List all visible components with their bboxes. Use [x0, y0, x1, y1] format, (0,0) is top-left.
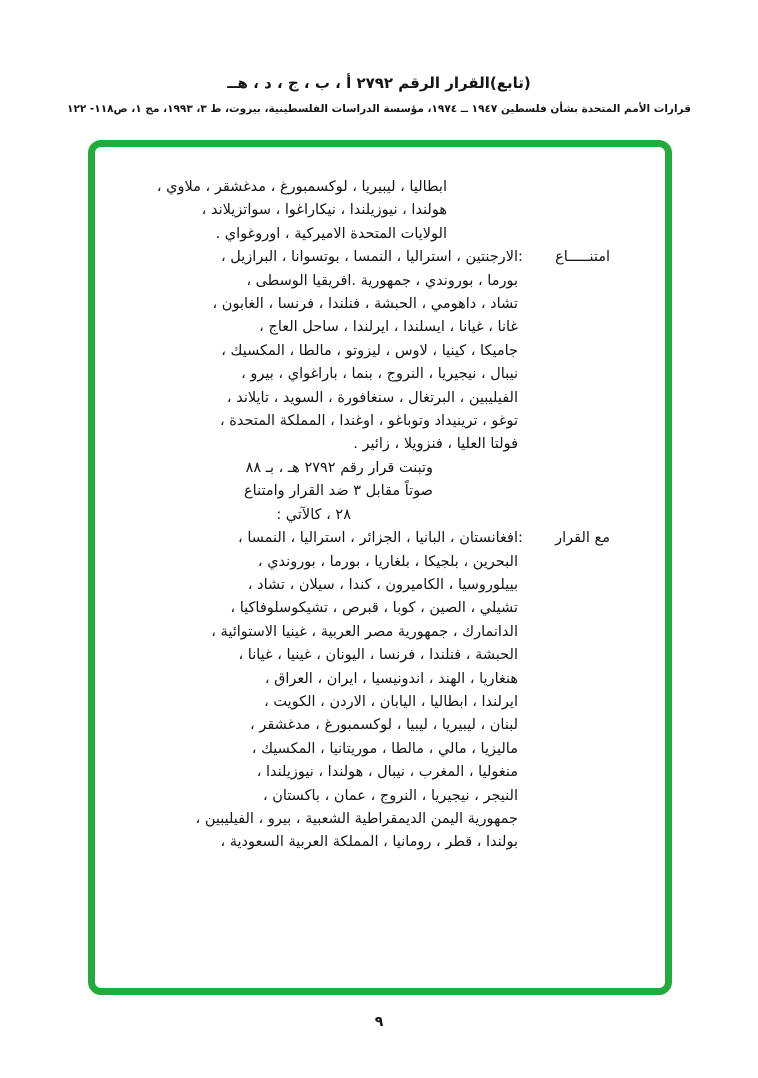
summary-line: ٢٨ ، كالآتي : [276, 506, 351, 523]
abstain-label: امتنـــــاع [555, 249, 610, 266]
country-line: النيجر ، نيجيريا ، النروج ، عمان ، باكستان ، [262, 787, 518, 804]
page-title: (تابع)القرار الرقم ٢٧٩٢ أ ، ب ، ج ، د ، هــ [227, 74, 531, 92]
country-line: بولندا ، قطر ، رومانيا ، المملكة العربية السعودية ، [220, 834, 518, 851]
abstain-country-list [113, 246, 518, 457]
country-line: الولايات المتحدة الاميركية ، اوروغواي . [215, 225, 447, 242]
country-line: هنغاريا ، الهند ، اندونيسيا ، ايران ، العراق ، [264, 670, 518, 687]
abstain-label-column [518, 246, 610, 457]
with-vote-colon: : [518, 530, 523, 547]
content-frame [88, 140, 672, 995]
country-line: توغو ، ترينيداد وتوباغو ، اوغندا ، المملكة المتحدة ، [220, 413, 518, 430]
country-line: ماليزيا ، مالي ، مالطا ، موريتانيا ، المكسيك ، [251, 740, 518, 757]
continuation-block [113, 176, 447, 246]
abstain-section [113, 246, 610, 457]
vote-summary-block [113, 457, 433, 527]
country-line: غانا ، غيانا ، ايسلندا ، ايرلندا ، ساحل العاج ، [259, 319, 518, 336]
with-vote-label-column [518, 527, 610, 855]
summary-line: صوتاً مقابل ٣ ضد القرار وامتناع [244, 483, 433, 500]
abstain-colon: : [518, 249, 523, 266]
country-line: الفيليبين ، البرتغال ، سنغافورة ، السويد ، تايلاند ، [226, 389, 518, 406]
country-line: جاميكا ، كينيا ، لاوس ، ليزوتو ، مالطا ، المكسيك ، [221, 342, 518, 359]
country-line: تشاد ، داهومي ، الحبشة ، فنلندا ، فرنسا ، الغابون ، [212, 296, 518, 313]
country-line: بورما ، بوروندي ، جمهورية .افريقيا الوسطى ، [246, 272, 518, 289]
country-line: الحبشة ، فنلندا ، فرنسا ، اليونان ، غينيا ، غيانا ، [238, 647, 518, 664]
country-line: نيبال ، نيجيريا ، النروج ، بنما ، باراغواي ، بيرو ، [241, 366, 518, 383]
country-line: ابطاليا ، ليبيريا ، لوكسمبورغ ، مدغشقر ، ملاوي ، [156, 179, 447, 195]
country-line: ايرلندا ، ابطاليا ، اليابان ، الاردن ، الكويت ، [264, 693, 518, 710]
source-citation: قرارات الأمم المتحدة بشأن فلسطين ١٩٤٧ ــ ١٩٧٤، مؤسسة الدراسات الفلسطينية، بيروت، ط ٣، ١٩٩٣، مج ١، ص١١٨- ١٢٢ [67, 103, 691, 115]
summary-line: وتبنت قرار رقم ٢٧٩٢ هـ ، بـ ٨٨ [245, 459, 433, 476]
resolution-text [95, 147, 665, 855]
country-line: تشيلي ، الصين ، كوبا ، قبرص ، تشيكوسلوفاكيا ، [230, 600, 518, 617]
country-line: بييلوروسيا ، الكاميرون ، كندا ، سيلان ، تشاد ، [247, 576, 518, 593]
country-line: فولتا العليا ، فنزويلا ، زائير . [353, 436, 518, 453]
country-line: هولندا ، نيوزيلندا ، نيكاراغوا ، سواتزيلاند ، [201, 202, 447, 219]
country-line: افغانستان ، البانيا ، الجزائر ، استراليا ، النمسا ، [238, 530, 518, 547]
country-line: منغوليا ، المغرب ، نيبال ، هولندا ، نيوزيلندا ، [256, 764, 518, 781]
with-vote-country-list [113, 527, 518, 855]
with-vote-section [113, 527, 610, 855]
with-vote-label: مع القرار [555, 530, 610, 547]
country-line: لبنان ، ليبيريا ، ليبيا ، لوكسمبورغ ، مدغشقر ، [250, 717, 518, 734]
country-line: الارجنتين ، استراليا ، النمسا ، بوتسوانا ، البرازيل ، [220, 249, 518, 266]
country-line: البحرين ، بلجيكا ، بلغاريا ، بورما ، بوروندي ، [257, 553, 518, 570]
page-number: ٩ [374, 1014, 384, 1030]
country-line: جمهورية اليمن الديمقراطية الشعبية ، بيرو ، الفيليبين ، [195, 810, 518, 827]
country-line: الدانمارك ، جمهورية مصر العربية ، غينيا الاستوائية ، [211, 623, 518, 640]
